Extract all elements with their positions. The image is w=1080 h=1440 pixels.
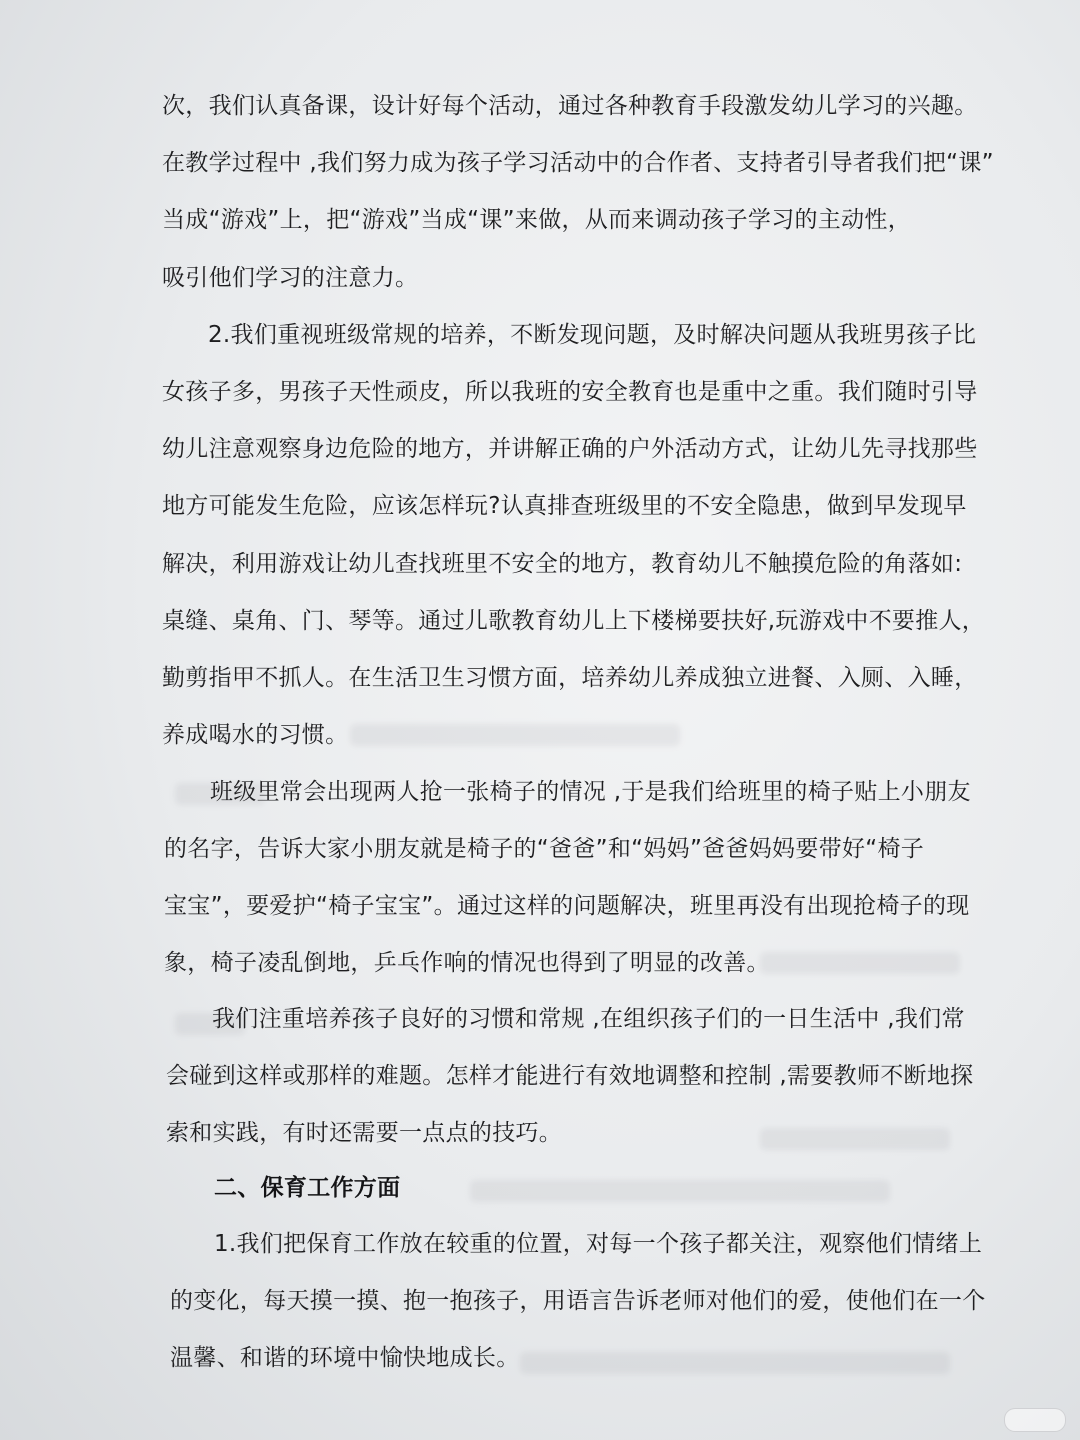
text-line: 女孩子多，男孩子天性顽皮，所以我班的安全教育也是重中之重。我们随时引导 — [162, 379, 978, 405]
text-line: 勤剪指甲不抓人。在生活卫生习惯方面，培养幼儿养成独立进餐、入厕、入睡， — [162, 665, 978, 691]
text-line: 1.我们把保育工作放在较重的位置，对每一个孩子都关注，观察他们情绪上 — [214, 1231, 983, 1257]
text-line: 象，椅子凌乱倒地，乒乓作响的情况也得到了明显的改善。 — [164, 950, 770, 976]
text-line: 吸引他们学习的注意力。 — [162, 265, 419, 291]
text-line: 我们注重培养孩子良好的习惯和常规 ,在组织孩子们的一日生活中 ,我们常 — [212, 1006, 965, 1032]
text-line: 当成“游戏”上，把“游戏”当成“课”来做，从而来调动孩子学习的主动性， — [162, 207, 911, 233]
text-line: 次，我们认真备课，设计好每个活动，通过各种教育手段激发幼儿学习的兴趣。 — [162, 93, 978, 119]
text-line: 宝宝”，要爱护“椅子宝宝”。通过这样的问题解决，班里再没有出现抢椅子的现 — [164, 893, 970, 919]
text-line: 2.我们重视班级常规的培养，不断发现问题，及时解决问题从我班男孩子比 — [208, 322, 977, 348]
text-line: 桌缝、桌角、门、琴等。通过儿歌教育幼儿上下楼梯要扶好,玩游戏中不要推人， — [162, 608, 986, 634]
text-line: 养成喝水的习惯。 — [162, 722, 349, 748]
text-line: 班级里常会出现两人抢一张椅子的情况 ,于是我们给班里的椅子贴上小朋友 — [210, 779, 971, 805]
text-line: 索和实践，有时还需要一点点的技巧。 — [166, 1120, 563, 1146]
text-line: 幼儿注意观察身边危险的地方，并讲解正确的户外活动方式，让幼儿先寻找那些 — [162, 436, 978, 462]
text-line: 在教学过程中 ,我们努力成为孩子学习活动中的合作者、支持者引导者我们把“课” — [162, 150, 994, 176]
text-line: 的变化，每天摸一摸、抱一抱孩子，用语言告诉老师对他们的爱，使他们在一个 — [170, 1288, 986, 1314]
text-line: 会碰到这样或那样的难题。怎样才能进行有效地调整和控制 ,需要教师不断地探 — [166, 1063, 974, 1089]
text-line: 解决，利用游戏让幼儿查找班里不安全的地方，教育幼儿不触摸危险的角落如: — [162, 551, 963, 577]
text-line: 的名字，告诉大家小朋友就是椅子的“爸爸”和“妈妈”爸爸妈妈要带好“椅子 — [164, 836, 925, 862]
text-line: 温馨、和谐的环境中愉快地成长。 — [170, 1345, 520, 1371]
section-heading: 二、保育工作方面 — [214, 1175, 401, 1201]
watermark-badge — [1004, 1408, 1066, 1432]
text-line: 地方可能发生危险，应该怎样玩?认真排查班级里的不安全隐患，做到早发现早 — [162, 493, 967, 519]
